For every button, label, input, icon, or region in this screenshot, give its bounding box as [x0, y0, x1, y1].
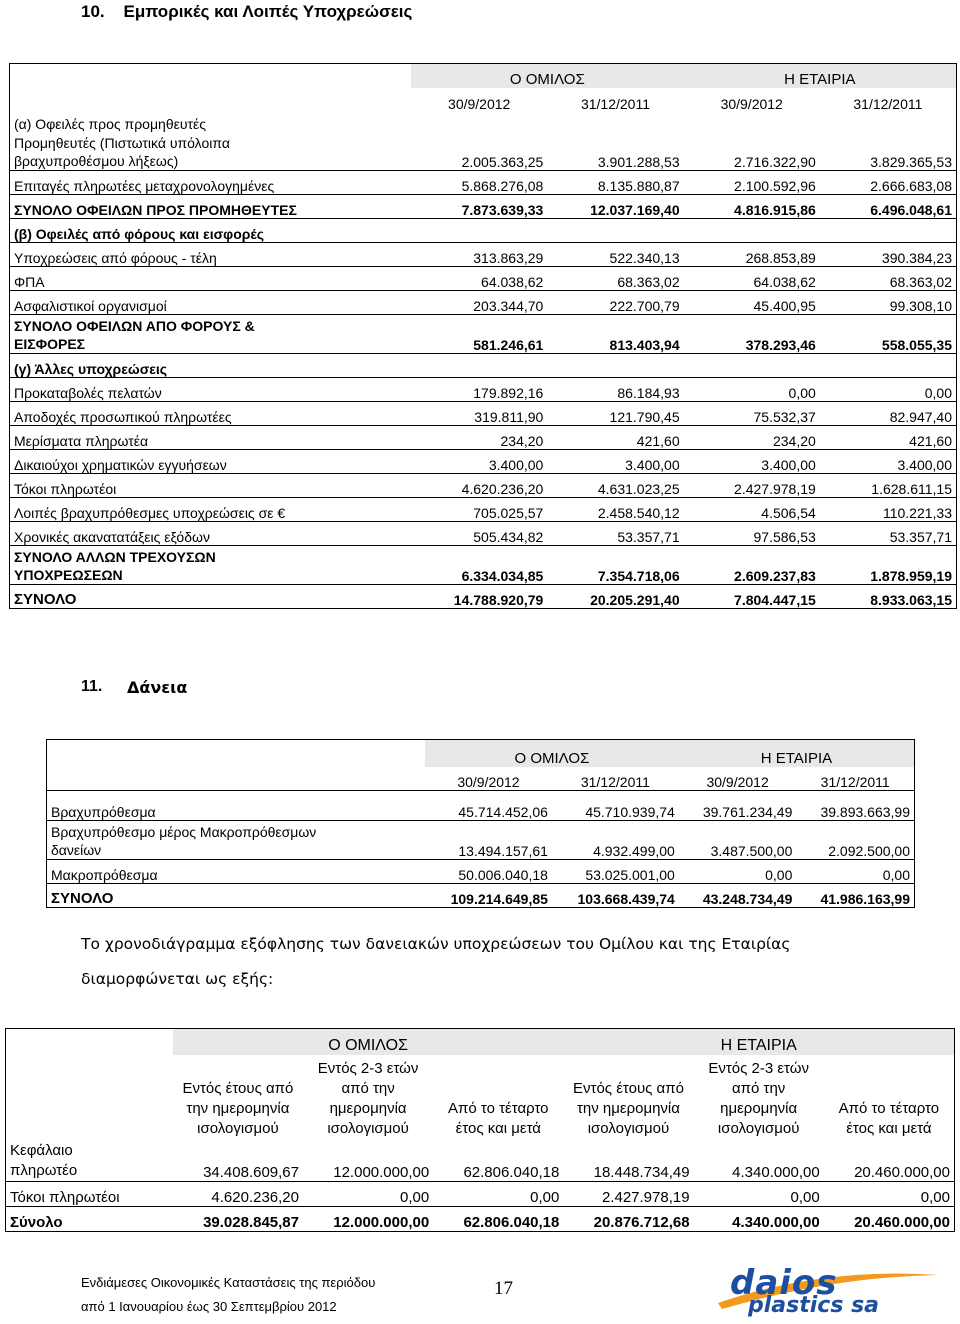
row-label: ΣΥΝΟΛΟ ΟΦΕΙΛΩΝ ΑΠΟ ΦΟΡΟΥΣ & ΕΙΣΦΟΡΕΣ — [10, 315, 412, 354]
row-value: 45.714.452,06 — [425, 797, 552, 821]
section-11-number: 11. — [81, 678, 103, 695]
row-value: 109.214.649,85 — [450, 891, 548, 907]
row-value: 234,20 — [411, 426, 547, 450]
row-value: 12.000.000,00 — [303, 1139, 433, 1182]
row-value: 4.340.000,00 — [732, 1214, 820, 1231]
date-header: 30/9/2012 — [720, 96, 783, 112]
row-value: 522.340,13 — [547, 243, 683, 267]
row-value: 4.620.236,20 — [411, 474, 547, 498]
row-value: 5.868.276,08 — [411, 171, 547, 195]
row-value: 0,00 — [303, 1182, 433, 1207]
row-label: Μακροπρόθεσμα — [47, 860, 426, 884]
row-value: 39.028.845,87 — [203, 1214, 299, 1231]
date-header: 30/9/2012 — [679, 767, 797, 791]
row-value: 53.357,71 — [547, 522, 683, 546]
row-value: 7.804.447,15 — [734, 592, 816, 608]
row-value: 0,00 — [796, 860, 914, 884]
row-value: 34.408.609,67 — [173, 1139, 303, 1182]
row-value: 20.876.712,68 — [593, 1214, 690, 1231]
column-header-within-year: Εντός έτους από την ημερομηνία ισολογισμού — [182, 1080, 294, 1137]
row-label: Προκαταβολές πελατών — [10, 378, 412, 402]
row-label: ΦΠΑ — [10, 267, 412, 291]
row-value: 110.221,33 — [820, 498, 957, 522]
row-value: 2.005.363,25 — [411, 132, 547, 171]
date-header: 31/12/2011 — [796, 767, 914, 791]
row-value: 62.806.040,18 — [433, 1139, 563, 1182]
row-value: 179.892,16 — [411, 378, 547, 402]
column-header-2-3-years: Εντός 2-3 ετών από την ημερομηνία ισολογισμού — [317, 1060, 419, 1137]
row-value: 234,20 — [684, 426, 820, 450]
row-value: 75.532,37 — [684, 402, 820, 426]
row-value: 421,60 — [820, 426, 957, 450]
logo-main-text: daios — [730, 1263, 838, 1303]
date-header: 31/12/2011 — [552, 767, 679, 791]
schedule-paragraph-line2: διαμορφώνεται ως εξής: — [81, 970, 274, 988]
row-value: 68.363,02 — [820, 267, 957, 291]
row-label: ΣΥΝΟΛΟ ΟΦΕΙΛΩΝ ΠΡΟΣ ΠΡΟΜΗΘΕΥΤΕΣ — [10, 195, 412, 219]
row-value: 0,00 — [679, 860, 797, 884]
row-value: 82.947,40 — [820, 402, 957, 426]
row-label: Υποχρεώσεις από φόρους - τέλη — [10, 243, 412, 267]
row-value: 0,00 — [433, 1182, 563, 1207]
row-value: 8.933.063,15 — [870, 592, 952, 608]
row-value: 68.363,02 — [547, 267, 683, 291]
row-value: 13.494.157,61 — [425, 821, 552, 860]
row-value: 1.878.959,19 — [820, 546, 957, 585]
row-value: 2.427.978,19 — [563, 1182, 693, 1207]
row-value: 313.863,29 — [411, 243, 547, 267]
row-value: 45.710.939,74 — [552, 797, 679, 821]
row-label: Βραχυπρόθεσμα — [47, 797, 426, 821]
footer-line2: από 1 Ιανουαρίου έως 30 Σεπτεμβρίου 2012 — [81, 1299, 337, 1314]
row-value: 505.434,82 — [411, 522, 547, 546]
row-value: 62.806.040,18 — [463, 1214, 560, 1231]
row-value: 20.460.000,00 — [824, 1139, 955, 1182]
row-value: 705.025,57 — [411, 498, 547, 522]
column-header-4th-year: Από το τέταρτο έτος και μετά — [838, 1100, 940, 1137]
row-label: Βραχυπρόθεσμο μέρος Μακροπρόθεσμων δανείων — [47, 821, 426, 860]
date-header: 31/12/2011 — [580, 96, 650, 112]
row-value: 4.620.236,20 — [173, 1182, 303, 1207]
row-label: Ασφαλιστικοί οργανισμοί — [10, 291, 412, 315]
row-value: 4.631.023,25 — [547, 474, 683, 498]
schedule-paragraph-line1: Το χρονοδιάγραμμα εξόφλησης των δανειακών υποχρεώσεων του Ομίλου και της Εταιρίας — [81, 935, 791, 953]
row-label: ΣΥΝΟΛΟ — [51, 890, 114, 907]
row-value: 45.400,95 — [684, 291, 820, 315]
row-label: Σύνολο — [10, 1214, 63, 1231]
row-value: 0,00 — [820, 378, 957, 402]
row-value: 2.609.237,83 — [684, 546, 820, 585]
row-value: 3.400,00 — [684, 450, 820, 474]
row-value: 6.496.048,61 — [820, 195, 957, 219]
row-value: 319.811,90 — [411, 402, 547, 426]
column-header-2-3-years: Εντός 2-3 ετών από την ημερομηνία ισολογισμού — [708, 1060, 809, 1137]
row-value: 99.308,10 — [820, 291, 957, 315]
company-header: Η ΕΤΑΙΡΙΑ — [679, 740, 915, 768]
group-header: Ο ΟΜΙΛΟΣ — [173, 1029, 564, 1056]
payables-table — [9, 63, 957, 609]
row-value: 12.037.169,40 — [547, 195, 683, 219]
row-value: 581.246,61 — [411, 315, 547, 354]
page-number: 17 — [494, 1278, 513, 1299]
logo-sub-text: plastics sa — [748, 1293, 880, 1318]
row-value: 2.100.592,96 — [684, 171, 820, 195]
row-value: 3.901.288,53 — [547, 132, 683, 171]
row-value: 64.038,62 — [411, 267, 547, 291]
row-value: 4.816.915,86 — [684, 195, 820, 219]
repayment-schedule-table — [5, 1028, 955, 1232]
row-label: Κεφάλαιο πληρωτέο — [6, 1139, 173, 1182]
row-label: Τόκοι πληρωτέοι — [10, 474, 412, 498]
row-value: 12.000.000,00 — [333, 1214, 430, 1231]
row-value: 20.205.291,40 — [590, 592, 680, 608]
row-value: 2.666.683,08 — [820, 171, 957, 195]
row-value: 3.400,00 — [547, 450, 683, 474]
row-value: 6.334.034,85 — [411, 546, 547, 585]
row-value: 0,00 — [684, 378, 820, 402]
row-value: 18.448.734,49 — [563, 1139, 693, 1182]
section-a-label: (α) Οφειλές προς προμηθευτές — [14, 116, 207, 132]
row-value: 4.340.000,00 — [694, 1139, 824, 1182]
row-label: ΣΥΝΟΛΟ ΑΛΛΩΝ ΤΡΕΧΟΥΣΩΝ ΥΠΟΧΡΕΩΣΕΩΝ — [10, 546, 412, 585]
row-label: Δικαιούχοι χρηματικών εγγυήσεων — [10, 450, 412, 474]
company-logo — [712, 1263, 944, 1319]
row-value: 39.761.234,49 — [679, 797, 797, 821]
row-value: 8.135.880,87 — [547, 171, 683, 195]
row-label: Τόκοι πληρωτέοι — [6, 1182, 173, 1207]
row-value: 390.384,23 — [820, 243, 957, 267]
row-value: 421,60 — [547, 426, 683, 450]
row-value: 222.700,79 — [547, 291, 683, 315]
loans-table — [46, 739, 915, 908]
company-header: Η ΕΤΑΙΡΙΑ — [684, 64, 957, 89]
row-value: 378.293,46 — [684, 315, 820, 354]
row-value: 4.506,54 — [684, 498, 820, 522]
row-label: Προμηθευτές (Πιστωτικά υπόλοιπα βραχυπροθέσμου λήξεως) — [10, 132, 412, 171]
row-value: 103.668.439,74 — [577, 891, 675, 907]
row-value: 2.427.978,19 — [684, 474, 820, 498]
row-label: ΣΥΝΟΛΟ — [14, 591, 77, 608]
row-value: 1.628.611,15 — [820, 474, 957, 498]
row-value: 2.458.540,12 — [547, 498, 683, 522]
row-value: 0,00 — [824, 1182, 955, 1207]
row-value: 203.344,70 — [411, 291, 547, 315]
section-11-title: Δάνεια — [127, 678, 188, 697]
row-value: 7.354.718,06 — [547, 546, 683, 585]
row-value: 41.986.163,99 — [820, 891, 910, 907]
row-value: 3.400,00 — [820, 450, 957, 474]
row-value: 97.586,53 — [684, 522, 820, 546]
row-value: 268.853,89 — [684, 243, 820, 267]
column-header-within-year: Εντός έτους από την ημερομηνία ισολογισμού — [573, 1080, 684, 1137]
row-value: 53.357,71 — [820, 522, 957, 546]
row-value: 53.025.001,00 — [552, 860, 679, 884]
row-value: 3.829.365,53 — [820, 132, 957, 171]
group-header: Ο ΟΜΙΛΟΣ — [411, 64, 684, 89]
row-value: 39.893.663,99 — [796, 797, 914, 821]
row-value: 121.790,45 — [547, 402, 683, 426]
date-header: 31/12/2011 — [853, 96, 923, 112]
section-b-label: (β) Οφειλές από φόρους και εισφορές — [10, 219, 957, 243]
row-value: 86.184,93 — [547, 378, 683, 402]
row-label: Μερίσματα πληρωτέα — [10, 426, 412, 450]
row-label: Λοιπές βραχυπρόθεσμες υποχρεώσεις σε € — [10, 498, 412, 522]
row-value: 43.248.734,49 — [702, 891, 793, 907]
row-value: 20.460.000,00 — [854, 1214, 950, 1231]
row-value: 4.932.499,00 — [552, 821, 679, 860]
row-value: 50.006.040,18 — [425, 860, 552, 884]
row-value: 2.716.322,90 — [684, 132, 820, 171]
row-label: Αποδοχές προσωπικού πληρωτέες — [10, 402, 412, 426]
date-header: 30/9/2012 — [425, 767, 552, 791]
company-header: Η ΕΤΑΙΡΙΑ — [563, 1029, 954, 1056]
row-value: 558.055,35 — [820, 315, 957, 354]
row-value: 7.873.639,33 — [411, 195, 547, 219]
section-c-label: (γ) Άλλες υποχρεώσεις — [10, 354, 957, 378]
group-header: Ο ΟΜΙΛΟΣ — [425, 740, 679, 768]
footer-line1: Ενδιάμεσες Οικονομικές Καταστάσεις της περιόδου — [81, 1275, 376, 1290]
row-value: 14.788.920,79 — [453, 592, 544, 608]
row-label: Επιταγές πληρωτέες μεταχρονολογημένες — [10, 171, 412, 195]
row-value: 3.400,00 — [411, 450, 547, 474]
row-value: 2.092.500,00 — [796, 821, 914, 860]
row-value: 64.038,62 — [684, 267, 820, 291]
column-header-4th-year: Από το τέταρτο έτος και μετά — [448, 1100, 549, 1137]
section-10-title: 10. Εμπορικές και Λοιπές Υποχρεώσεις — [81, 2, 413, 21]
row-value: 3.487.500,00 — [679, 821, 797, 860]
row-label: Χρονικές ακανατατάξεις εξόδων — [10, 522, 412, 546]
row-value: 0,00 — [694, 1182, 824, 1207]
row-value: 813.403,94 — [547, 315, 683, 354]
date-header: 30/9/2012 — [448, 96, 511, 112]
